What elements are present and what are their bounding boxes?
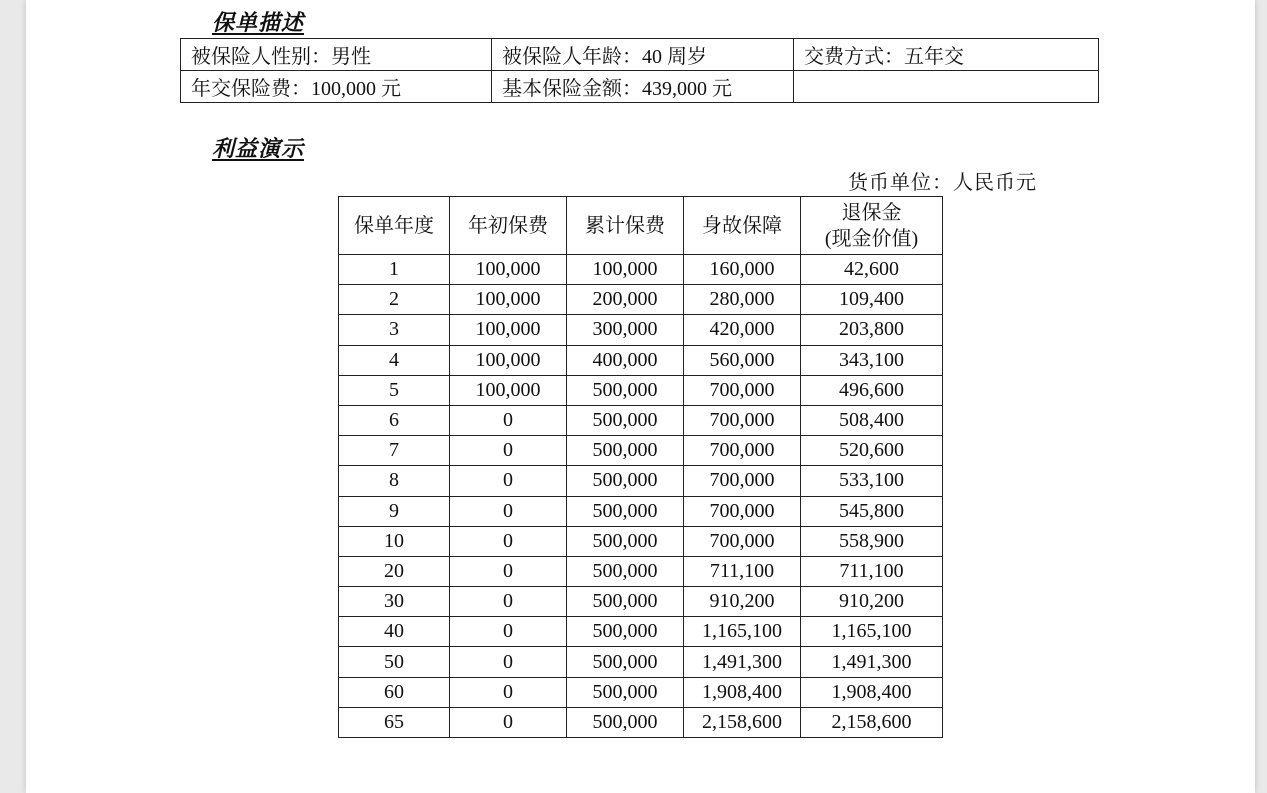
benefit-table-body — [339, 255, 943, 738]
policy-description-heading: 保单描述 — [212, 10, 305, 36]
policy-description-table — [180, 38, 1099, 103]
header-policy-year: 保单年度 — [339, 197, 450, 255]
policy-year-cell: 40 — [339, 617, 450, 647]
policy-year-cell: 20 — [339, 556, 450, 586]
initial-premium-cell: 0 — [450, 496, 567, 526]
table-row — [339, 707, 943, 737]
payment-method: 交费方式：五年交 — [794, 39, 1099, 71]
document-page — [26, 0, 1255, 793]
policy-year-cell: 2 — [339, 285, 450, 315]
table-row — [339, 617, 943, 647]
cumulative-premium-cell: 500,000 — [567, 556, 684, 586]
policy-description-row — [181, 71, 1099, 103]
table-row — [339, 345, 943, 375]
initial-premium-cell: 100,000 — [450, 285, 567, 315]
surrender-value-cell: 1,908,400 — [801, 677, 943, 707]
death-benefit-cell: 1,908,400 — [684, 677, 801, 707]
benefit-table — [338, 196, 943, 738]
table-row — [339, 496, 943, 526]
header-surrender-value-line2: (现金价值) — [824, 227, 919, 250]
death-benefit-cell: 160,000 — [684, 255, 801, 285]
insured-age: 被保险人年龄：40 周岁 — [492, 39, 794, 71]
initial-premium-cell: 0 — [450, 405, 567, 435]
surrender-value-cell: 711,100 — [801, 556, 943, 586]
currency-unit-label: 货币单位：人民币元 — [848, 170, 1037, 194]
policy-year-cell: 8 — [339, 466, 450, 496]
header-surrender-value-line1: 退保金 — [841, 201, 902, 224]
header-death-benefit: 身故保障 — [684, 197, 801, 255]
cumulative-premium-cell: 500,000 — [567, 436, 684, 466]
death-benefit-cell: 420,000 — [684, 315, 801, 345]
table-row — [339, 285, 943, 315]
table-row — [339, 315, 943, 345]
policy-year-cell: 7 — [339, 436, 450, 466]
surrender-value-cell: 1,491,300 — [801, 647, 943, 677]
policy-year-cell: 6 — [339, 405, 450, 435]
initial-premium-cell: 0 — [450, 677, 567, 707]
initial-premium-cell: 0 — [450, 707, 567, 737]
surrender-value-cell: 545,800 — [801, 496, 943, 526]
death-benefit-cell: 700,000 — [684, 405, 801, 435]
annual-premium: 年交保险费：100,000 元 — [181, 71, 492, 103]
death-benefit-cell: 711,100 — [684, 556, 801, 586]
policy-year-cell: 3 — [339, 315, 450, 345]
cumulative-premium-cell: 200,000 — [567, 285, 684, 315]
cumulative-premium-cell: 500,000 — [567, 526, 684, 556]
surrender-value-cell: 533,100 — [801, 466, 943, 496]
table-row — [339, 436, 943, 466]
death-benefit-cell: 1,165,100 — [684, 617, 801, 647]
initial-premium-cell: 0 — [450, 436, 567, 466]
surrender-value-cell: 109,400 — [801, 285, 943, 315]
table-row — [339, 466, 943, 496]
policy-year-cell: 30 — [339, 587, 450, 617]
death-benefit-cell: 2,158,600 — [684, 707, 801, 737]
cumulative-premium-cell: 300,000 — [567, 315, 684, 345]
basic-sum-insured: 基本保险金额：439,000 元 — [492, 71, 794, 103]
initial-premium-cell: 0 — [450, 587, 567, 617]
initial-premium-cell: 0 — [450, 526, 567, 556]
surrender-value-cell: 42,600 — [801, 255, 943, 285]
cumulative-premium-cell: 500,000 — [567, 707, 684, 737]
cumulative-premium-cell: 500,000 — [567, 496, 684, 526]
header-cumulative-premium: 累计保费 — [567, 197, 684, 255]
death-benefit-cell: 700,000 — [684, 375, 801, 405]
cumulative-premium-cell: 500,000 — [567, 466, 684, 496]
table-row — [339, 647, 943, 677]
surrender-value-cell: 1,165,100 — [801, 617, 943, 647]
policy-year-cell: 50 — [339, 647, 450, 677]
table-row — [339, 526, 943, 556]
benefit-table-header — [339, 197, 943, 255]
initial-premium-cell: 0 — [450, 556, 567, 586]
cumulative-premium-cell: 500,000 — [567, 405, 684, 435]
surrender-value-cell: 2,158,600 — [801, 707, 943, 737]
death-benefit-cell: 700,000 — [684, 526, 801, 556]
table-row — [339, 556, 943, 586]
cumulative-premium-cell: 100,000 — [567, 255, 684, 285]
insured-gender: 被保险人性别：男性 — [181, 39, 492, 71]
surrender-value-cell: 496,600 — [801, 375, 943, 405]
header-initial-premium: 年初保费 — [450, 197, 567, 255]
table-row — [339, 587, 943, 617]
death-benefit-cell: 700,000 — [684, 466, 801, 496]
initial-premium-cell: 0 — [450, 647, 567, 677]
initial-premium-cell: 100,000 — [450, 375, 567, 405]
policy-year-cell: 65 — [339, 707, 450, 737]
death-benefit-cell: 280,000 — [684, 285, 801, 315]
initial-premium-cell: 0 — [450, 466, 567, 496]
table-row — [339, 405, 943, 435]
initial-premium-cell: 0 — [450, 617, 567, 647]
surrender-value-cell: 203,800 — [801, 315, 943, 345]
cumulative-premium-cell: 500,000 — [567, 677, 684, 707]
initial-premium-cell: 100,000 — [450, 315, 567, 345]
surrender-value-cell: 508,400 — [801, 405, 943, 435]
surrender-value-cell: 910,200 — [801, 587, 943, 617]
policy-year-cell: 1 — [339, 255, 450, 285]
surrender-value-cell: 343,100 — [801, 345, 943, 375]
death-benefit-cell: 700,000 — [684, 436, 801, 466]
cumulative-premium-cell: 400,000 — [567, 345, 684, 375]
cumulative-premium-cell: 500,000 — [567, 375, 684, 405]
death-benefit-cell: 1,491,300 — [684, 647, 801, 677]
cumulative-premium-cell: 500,000 — [567, 587, 684, 617]
death-benefit-cell: 560,000 — [684, 345, 801, 375]
table-row — [339, 677, 943, 707]
cumulative-premium-cell: 500,000 — [567, 647, 684, 677]
table-row — [339, 375, 943, 405]
policy-year-cell: 60 — [339, 677, 450, 707]
empty-cell — [794, 71, 1099, 103]
policy-year-cell: 9 — [339, 496, 450, 526]
table-row — [339, 255, 943, 285]
death-benefit-cell: 700,000 — [684, 496, 801, 526]
policy-year-cell: 5 — [339, 375, 450, 405]
header-surrender-value — [801, 197, 943, 255]
policy-year-cell: 10 — [339, 526, 450, 556]
initial-premium-cell: 100,000 — [450, 255, 567, 285]
policy-description-row — [181, 39, 1099, 71]
death-benefit-cell: 910,200 — [684, 587, 801, 617]
surrender-value-cell: 558,900 — [801, 526, 943, 556]
surrender-value-cell: 520,600 — [801, 436, 943, 466]
policy-year-cell: 4 — [339, 345, 450, 375]
cumulative-premium-cell: 500,000 — [567, 617, 684, 647]
benefit-illustration-heading: 利益演示 — [212, 136, 305, 162]
initial-premium-cell: 100,000 — [450, 345, 567, 375]
